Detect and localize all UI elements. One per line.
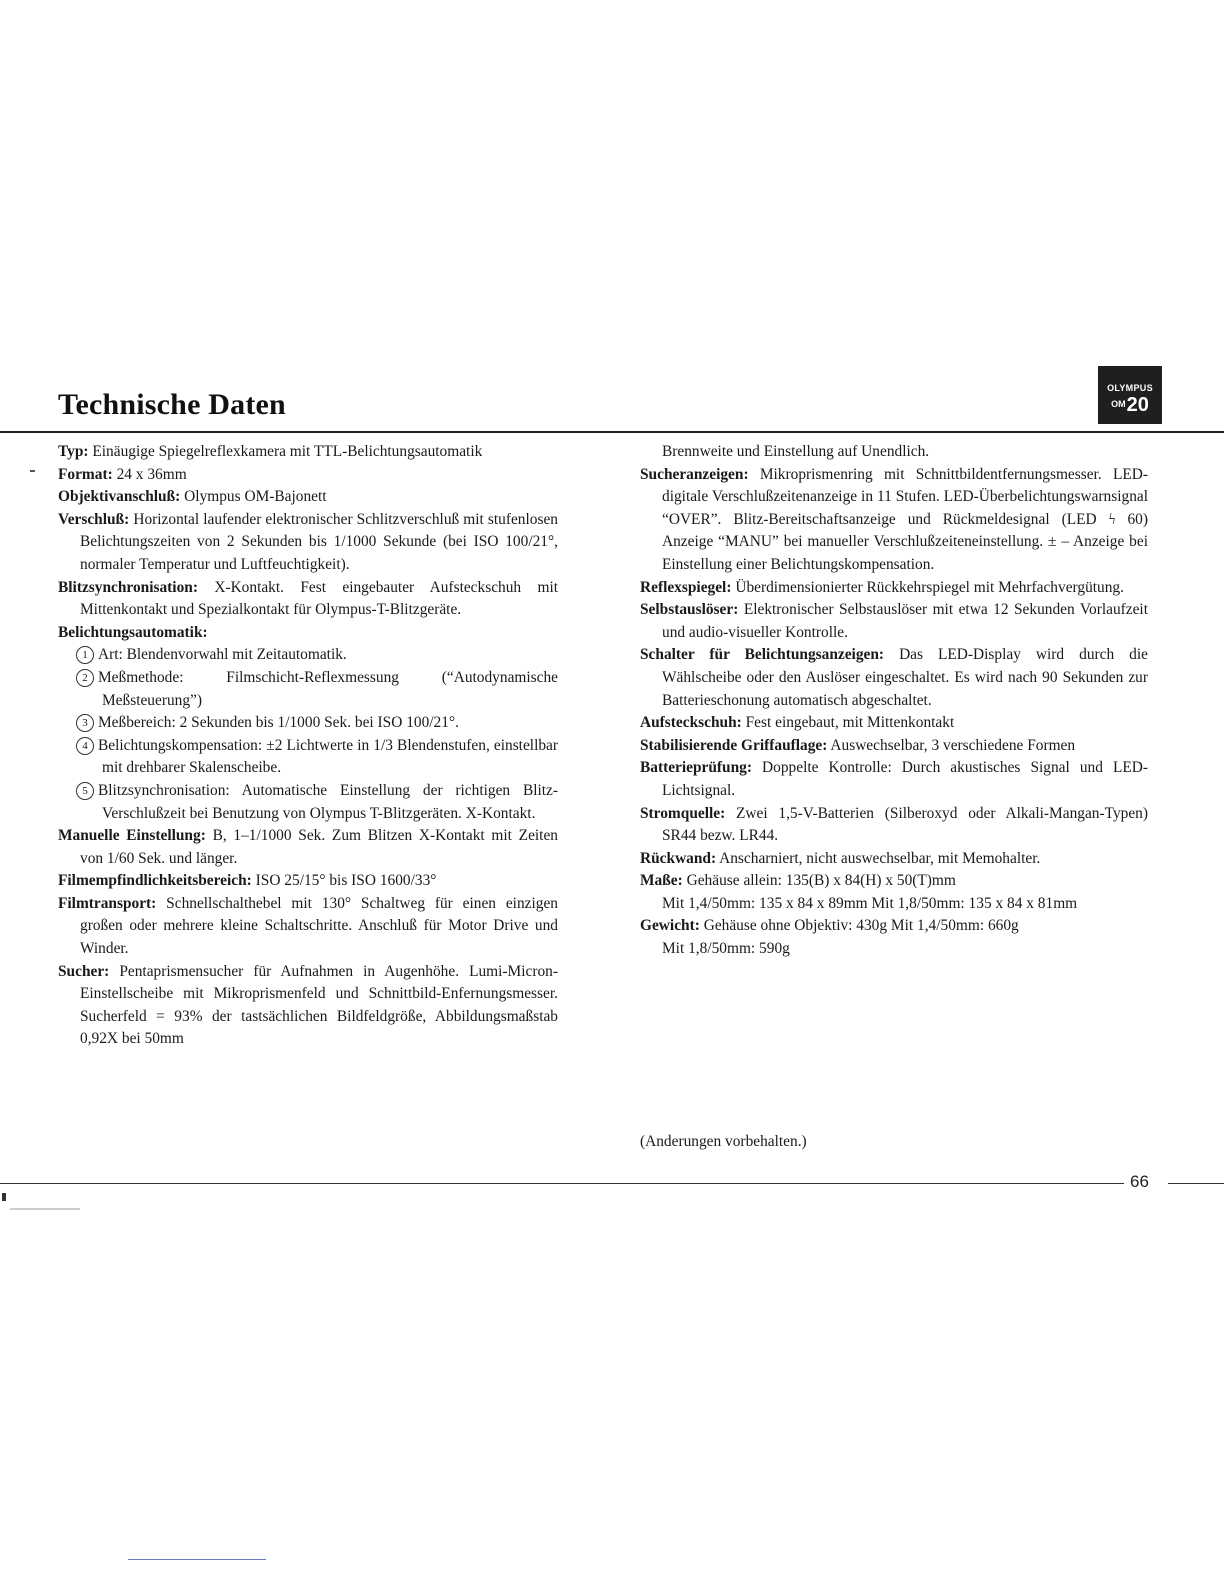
spec-value: Fest eingebaut, mit Mittenkontakt [745,714,955,732]
footer-rule [0,1183,1124,1184]
spec-key: Verschluß: [58,510,130,528]
list-item-text: Meßbereich: 2 Sekunden bis 1/1000 Sek. bei ISO 100/21°. [98,714,459,732]
spec-value: Zwei 1,5-V-Batterien (Silberoxyd oder Alkali-Mangan-Typen) SR44 bezw. LR44. [662,804,1148,845]
bottom-line [128,1559,266,1560]
spec-value: Gehäuse ohne Objektiv: 430g Mit 1,4/50mm: 660g [703,917,1019,935]
header-rule [0,431,1224,433]
circled-number-icon: 2 [76,669,94,687]
margin-mark [30,470,35,472]
logo-model-number: 20 [1126,394,1149,416]
spec-gewicht [640,915,1148,938]
right-column [640,441,1148,961]
page-title: Technische Daten [58,388,286,421]
spec-value: X-Kontakt. Fest eingebauter Aufsteckschuh mit Mittenkontakt und Spezialkontakt für Olympus-T-Blitzgeräte. [80,578,558,619]
logo-model [1098,394,1162,415]
spec-key: Format: [58,465,113,483]
circled-number-icon: 4 [76,737,94,755]
spec-key: Belichtungsautomatik: [58,623,208,641]
spec-blitzsynchronisation [58,577,558,622]
spec-sucher-continued: Brennweite und Einstellung auf Unendlich. [662,443,930,460]
scan-mark [2,1193,6,1201]
list-item [58,644,558,667]
spec-key: Aufsteckschuh: [640,714,742,732]
spec-reflexspiegel [640,577,1148,600]
circled-number-icon: 3 [76,714,94,732]
spec-key: Objektivanschluß: [58,488,181,506]
spec-selbstausloeser [640,599,1148,644]
logo-brand: OLYMPUS [1107,383,1153,393]
list-item-text: Blitzsynchronisation: Automatische Einstellung der richtigen Blitz-Verschlußzeit bei Benutzung von Olympus T-Blitzgeräten. X-Kontakt. [98,781,558,822]
spec-masse [640,870,1148,893]
spec-key: Blitzsynchronisation: [58,578,198,596]
olympus-om20-logo [1098,366,1162,424]
list-item-text: Art: Blendenvorwahl mit Zeitautomatik. [98,646,347,664]
spec-value: Olympus OM-Bajonett [184,488,327,506]
spec-key: Rückwand: [640,849,717,867]
spec-key: Sucheranzeigen: [640,465,749,483]
spec-rueckwand [640,848,1148,871]
list-item [58,712,558,735]
spec-value: Doppelte Kontrolle: Durch akustisches Signal und LED-Lichtsignal. [662,759,1148,799]
list-item [58,667,558,712]
list-item [58,735,558,780]
spec-key: Manuelle Einstellung: [58,827,206,845]
spec-aufsteckschuh [640,712,1148,735]
spec-sucher [58,961,558,1051]
spec-griffauflage [640,735,1148,758]
logo-model-prefix: OM [1111,399,1126,409]
spec-value: B, 1–1/1000 Sek. Zum Blitzen X-Kontakt mit Zeiten von 1/60 Sek. und länger. [80,827,558,867]
spec-key: Typ: [58,443,89,460]
spec-value: Gehäuse allein: 135(B) x 84(H) x 50(T)mm [686,872,956,890]
spec-value: Das LED-Display wird durch die Wählscheibe oder den Auslöser eingeschaltet. Es wird nach 90 Sekunden zur Batterieschonung automatisch abgeschaltet. [662,646,1148,709]
list-item-text: Belichtungskompensation: ±2 Lichtwerte in 1/3 Blendenstufen, einstellbar mit drehbarer Skalenscheibe. [98,736,558,777]
spec-key: Batterieprüfung: [640,759,752,777]
spec-manuelle-einstellung [58,825,558,870]
spec-value: Mikroprismenring mit Schnittbildentfernungsmesser. LED-digitale Verschlußzeitenanzeige in 11 Stufen. LED-Überbelichtungswarnsignal “OVER”. Blitz-Bereitschaftsanzeige und Rückmeldesignal (LED ϟ 60) Anzeige “MANU” bei manueller Verschlußzeiteneinstellung. ± – Anzeige bei Einstellung einer Belichtungskompensation. [662,465,1148,573]
spec-format [58,464,558,487]
page-number: 66 [1130,1172,1149,1191]
spec-belichtungsautomatik [58,622,558,645]
spec-gewicht-continued: Mit 1,8/50mm: 590g [662,940,790,958]
spec-typ [58,441,558,464]
spec-value: Einäugige Spiegelreflexkamera mit TTL-Belichtungsautomatik [92,443,483,460]
spec-key: Schalter für Belichtungsanzeigen: [640,646,885,664]
spec-key: Stabilisierende Griffauflage: [640,736,828,754]
spec-key: Sucher: [58,962,110,980]
spec-filmempfindlichkeit [58,870,558,893]
spec-key: Maße: [640,872,683,890]
spec-value: Auswechselbar, 3 verschiedene Formen [830,736,1076,754]
footnote: (Anderungen vorbehalten.) [640,1133,807,1150]
spec-key: Filmtransport: [58,894,157,912]
spec-value: Elektronischer Selbstauslöser mit etwa 12 Sekunden Vorlaufzeit und audio-visueller Kontrolle. [662,601,1148,641]
list-item [58,780,558,825]
spec-value: Schnellschalthebel mit 130° Schaltweg für einen einzigen großen oder mehrere kleine Schaltschritte. Anschluß für Motor Drive und Winder. [80,894,558,958]
spec-stromquelle [640,803,1148,848]
circled-number-icon: 5 [76,782,94,800]
spec-verschluss [58,509,558,577]
spec-batteriepruefung [640,757,1148,802]
spec-key: Selbstauslöser: [640,601,739,619]
spec-value: Horizontal laufender elektronischer Schlitzverschluß mit stufenlosen Belichtungszeiten von 2 Sekunden bis 1/1000 Sekunde (bei ISO 100/21°, normaler Temperatur und Luftfeuchtigkeit). [80,510,558,573]
spec-schalter [640,644,1148,712]
spec-key: Stromquelle: [640,804,726,822]
footer-rule-right [1168,1183,1224,1184]
spec-value: ISO 25/15° bis ISO 1600/33° [255,872,437,890]
spec-objektivanschluss [58,486,558,509]
spec-value: Pentaprismensucher für Aufnahmen in Augenhöhe. Lumi-Micron-Einstellscheibe mit Mikroprismenfeld und Schnittbild-Enfernungsmesser. Sucherfeld = 93% der tastsächlichen Bildfeldgröße, Abbildungsmaßstab 0,92X bei 50mm [80,962,558,1048]
left-column [58,441,558,1051]
circled-number-icon: 1 [76,646,94,664]
spec-key: Filmempfindlichkeitsbereich: [58,872,252,890]
spec-key: Reflexspiegel: [640,578,732,596]
scan-smudge [10,1208,80,1210]
spec-sucheranzeigen [640,464,1148,577]
spec-value: 24 x 36mm [116,465,187,483]
spec-masse-continued: Mit 1,4/50mm: 135 x 84 x 89mm Mit 1,8/50mm: 135 x 84 x 81mm [662,894,1078,912]
spec-filmtransport [58,893,558,961]
spec-value: Überdimensionierter Rückkehrspiegel mit Mehrfachvergütung. [735,578,1124,596]
spec-value: Anscharniert, nicht auswechselbar, mit Memohalter. [719,849,1041,867]
list-item-text: Meßmethode: Filmschicht-Reflexmessung (“Autodynamische Meßsteuerung”) [98,668,558,709]
spec-key: Gewicht: [640,917,700,935]
